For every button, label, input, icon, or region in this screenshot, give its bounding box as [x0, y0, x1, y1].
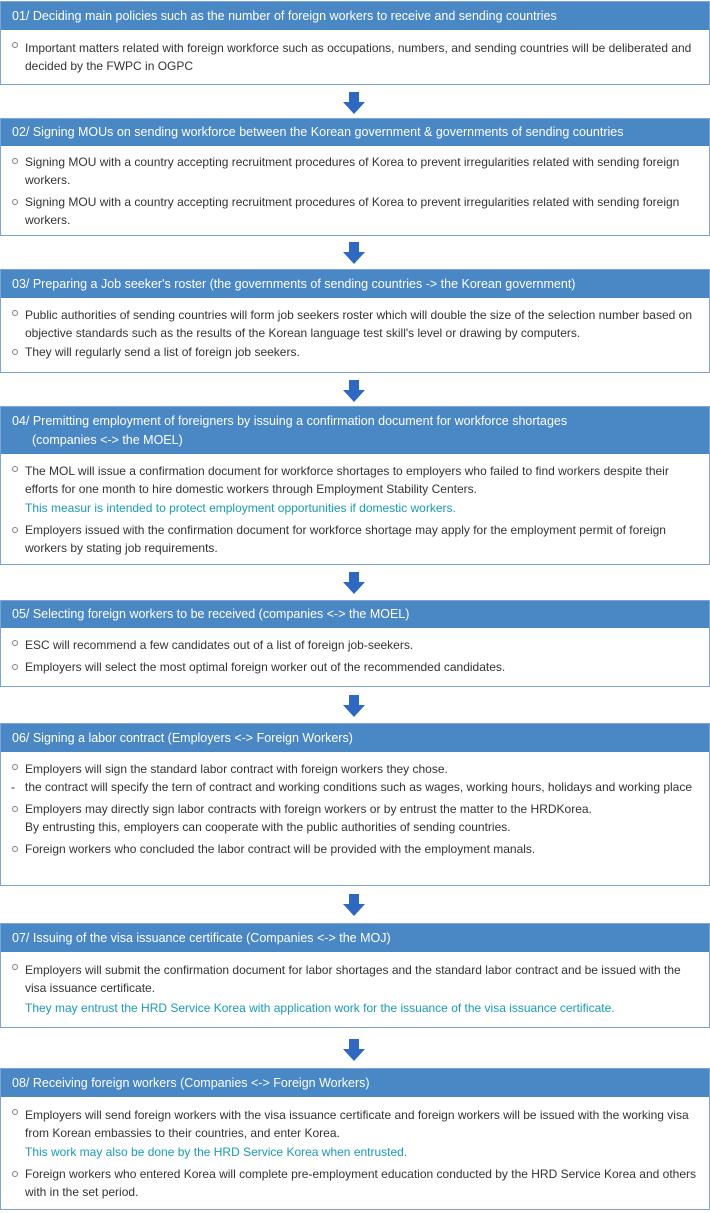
- step-08-title: [1, 1069, 709, 1097]
- step-title-text: 01/ Deciding main policies such as the number of foreign workers to receive and sending countries: [12, 8, 557, 23]
- list-item: Employers issued with the confirmation document for workforce shortage may apply for the employment permit of foreign workers by stating job requirements.: [11, 521, 699, 557]
- step-03-title: [1, 270, 709, 298]
- list-item: The MOL will issue a confirmation document for workforce shortages to employers who failed to find workers despite their efforts for one month to hire domestic workers through Employment Stability Centers.: [11, 460, 699, 498]
- step-03: [0, 269, 710, 373]
- step-08: [0, 1068, 710, 1210]
- step-title-text: 03/ Preparing a Job seeker's roster (the governments of sending countries -> the Korean government): [12, 276, 576, 291]
- note-text: This measur is intended to protect employment opportunities if domestic workers.: [25, 501, 456, 515]
- step-title-text: 02/ Signing MOUs on sending workforce between the Korean government & governments of sending countries: [12, 125, 624, 139]
- step-04-title: [1, 407, 709, 454]
- step-subtitle-text: (companies <-> the MOEL): [32, 432, 183, 447]
- step-02: [0, 118, 710, 236]
- list-item: ESC will recommend a few candidates out of a list of foreign job-seekers.: [11, 634, 699, 654]
- step-01-title: [1, 2, 709, 30]
- arrow-down-icon: [342, 241, 366, 265]
- step-02-title: [1, 119, 709, 146]
- arrow-down-icon: [342, 91, 366, 115]
- list-item: Employers may directly sign labor contracts with foreign workers or by entrust the matter to the HRDKorea.: [11, 800, 699, 818]
- list-item: Employers will submit the confirmation document for labor shortages and the standard labor contract and be issued with the visa issuance certificate.: [11, 958, 699, 997]
- list-item: They will regularly send a list of foreign job seekers.: [11, 343, 699, 361]
- arrow-down-icon: [342, 893, 366, 917]
- list-item: By entrusting this, employers can cooperate with the public authorities of sending countries.: [25, 820, 511, 834]
- note-text: This work may also be done by the HRD Service Korea when entrusted.: [25, 1145, 408, 1159]
- note-text: They may entrust the HRD Service Korea with application work for the issuance of the visa issuance certificate.: [25, 1001, 615, 1015]
- step-title-text: 08/ Receiving foreign workers (Companies <-> Foreign Workers): [12, 1075, 370, 1090]
- list-item: Employers will sign the standard labor contract with foreign workers they chose.: [11, 758, 699, 778]
- list-item: Foreign workers who entered Korea will complete pre-employment education conducted by the HRD Service Korea and others with in the set period.: [11, 1165, 699, 1201]
- step-06: [0, 723, 710, 886]
- step-05-title: [1, 601, 709, 628]
- step-07-title: [1, 924, 709, 952]
- step-title-text: 06/ Signing a labor contract (Employers <-> Foreign Workers): [12, 730, 353, 745]
- list-item: Foreign workers who concluded the labor contract will be provided with the employment manals.: [11, 840, 699, 858]
- step-06-title: [1, 724, 709, 752]
- step-05: [0, 600, 710, 687]
- list-item: Signing MOU with a country accepting recruitment procedures of Korea to prevent irregularities related with sending foreign workers.: [11, 152, 699, 189]
- list-item: Important matters related with foreign workforce such as occupations, numbers, and sending countries will be deliberated and decided by the FWPC in OGPC: [11, 36, 699, 75]
- list-item: - the contract will specify the tern of contract and working conditions such as wages, working hours, holidays and working place: [11, 778, 699, 796]
- step-04: [0, 406, 710, 565]
- list-item: Employers will send foreign workers with the visa issuance certificate and foreign workers will be issued with the working visa from Korean embassies to their countries, and enter Korea.: [11, 1103, 699, 1142]
- step-title-text: 04/ Premitting employment of foreigners by issuing a confirmation document for workforce shortages: [12, 413, 568, 428]
- arrow-down-icon: [342, 1038, 366, 1062]
- step-title-text: 05/ Selecting foreign workers to be received (companies <-> the MOEL): [12, 607, 410, 621]
- step-title-text: 07/ Issuing of the visa issuance certificate (Companies <-> the MOJ): [12, 930, 391, 945]
- step-07: [0, 923, 710, 1028]
- arrow-down-icon: [342, 694, 366, 718]
- step-01: [0, 1, 710, 85]
- list-item: Public authorities of sending countries will form job seekers roster which will double the size of the selection number based on objective standards such as the results of the Korean language test skill's level or drawing by computers.: [11, 304, 699, 342]
- list-item: Employers will select the most optimal foreign worker out of the recommended candidates.: [11, 658, 699, 676]
- arrow-down-icon: [342, 571, 366, 595]
- list-item: Signing MOU with a country accepting recruitment procedures of Korea to prevent irregularities related with sending foreign workers.: [11, 193, 699, 229]
- arrow-down-icon: [342, 379, 366, 403]
